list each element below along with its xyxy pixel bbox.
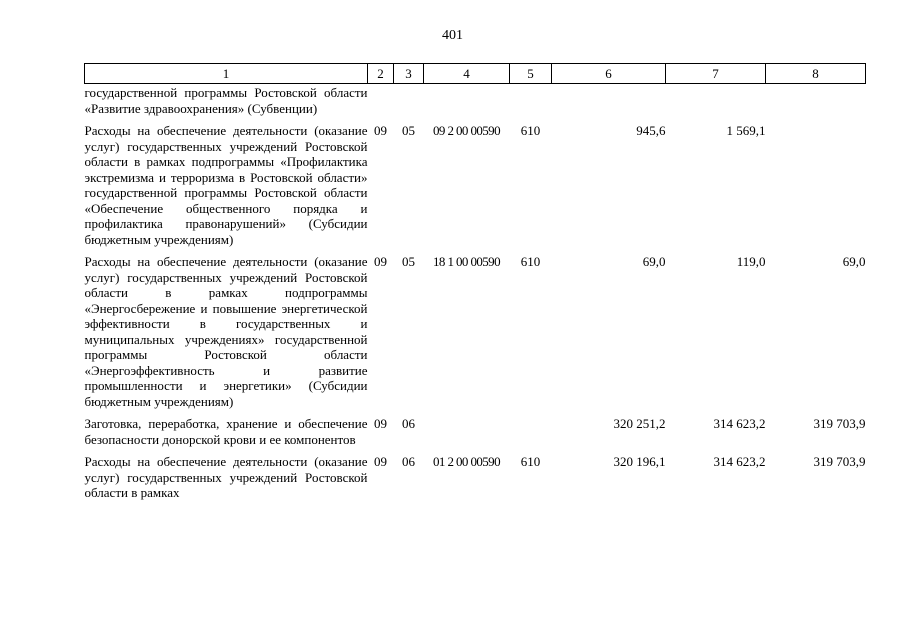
row-amount-year2: 314 623,2 — [713, 416, 766, 431]
row-amount-year2: 1 569,1 — [726, 123, 766, 138]
column-header: 6 — [552, 64, 666, 84]
row-description: государственной программы Ростовской области «Развитие здравоохранения» (Субвенции) — [84, 85, 368, 116]
row-section-code — [368, 84, 394, 122]
table-row — [85, 84, 866, 122]
row-target-article — [424, 84, 510, 122]
row-amount-year1: 69,0 — [642, 254, 666, 269]
row-amount-year1: 320 196,1 — [613, 454, 666, 469]
page-number: 401 — [442, 28, 463, 43]
table-row — [85, 121, 866, 252]
row-expense-type — [510, 414, 552, 452]
row-amount-year1: 945,6 — [636, 123, 666, 138]
row-target-article: 18 1 00 00590 — [433, 254, 500, 269]
column-header: 2 — [368, 64, 394, 84]
row-description: Заготовка, переработка, хранение и обеспечение безопасности донорской крови и ее компонентов — [84, 416, 368, 447]
row-section-code: 09 — [374, 123, 387, 138]
row-expense-type: 610 — [520, 123, 541, 138]
row-subsection-code: 05 — [402, 123, 415, 138]
row-subsection-code — [394, 84, 424, 122]
row-expense-type: 610 — [520, 454, 541, 469]
row-amount-year2: 314 623,2 — [713, 454, 766, 469]
table-header-row — [85, 64, 866, 84]
table-row — [85, 414, 866, 452]
row-subsection-code: 05 — [402, 254, 415, 269]
row-amount-year3: 319 703,9 — [813, 416, 866, 431]
budget-table — [84, 63, 866, 506]
row-amount-year3: 319 703,9 — [813, 454, 866, 469]
row-amount-year2 — [666, 84, 766, 122]
row-amount-year1: 320 251,2 — [613, 416, 666, 431]
row-section-code: 09 — [374, 254, 387, 269]
row-target-article: 09 2 00 00590 — [433, 123, 500, 138]
row-target-article: 01 2 00 00590 — [433, 454, 500, 469]
table-row — [85, 252, 866, 414]
row-description: Расходы на обеспечение деятельности (оказание услуг) государственных учреждений Ростовской области в рамках подпрограммы «Профилактика экстремизма и терроризма в Ростовской области» государственной программы Ростовской области «Обеспечение общественного порядка и профилактика правонарушений» (Субсидии бюджетным учреждениям) — [84, 123, 368, 247]
column-header: 8 — [766, 64, 866, 84]
row-amount-year3 — [766, 84, 866, 122]
column-header: 1 — [85, 64, 368, 84]
column-header: 4 — [424, 64, 510, 84]
row-amount-year1 — [552, 84, 666, 122]
row-section-code: 09 — [374, 454, 387, 469]
row-expense-type: 610 — [520, 254, 541, 269]
row-subsection-code: 06 — [402, 454, 415, 469]
row-subsection-code: 06 — [402, 416, 415, 431]
row-amount-year2: 119,0 — [736, 254, 766, 269]
table-row — [85, 452, 866, 506]
row-description: Расходы на обеспечение деятельности (оказание услуг) государственных учреждений Ростовской области в рамках подпрограммы «Энергосбережение и повышение энергетической эффективности в государственных и муниципальных учреждениях» государственной программы Ростовской области «Энергоэффективность и развитие промышленности и энергетики» (Субсидии бюджетным учреждениям) — [84, 254, 368, 409]
row-amount-year3: 69,0 — [842, 254, 866, 269]
row-section-code: 09 — [374, 416, 387, 431]
column-header: 7 — [666, 64, 766, 84]
row-amount-year3 — [766, 121, 866, 252]
column-header: 5 — [510, 64, 552, 84]
row-description: Расходы на обеспечение деятельности (оказание услуг) государственных учреждений Ростовской области в рамках — [84, 454, 368, 500]
column-header: 3 — [394, 64, 424, 84]
row-expense-type — [510, 84, 552, 122]
row-target-article — [424, 414, 510, 452]
